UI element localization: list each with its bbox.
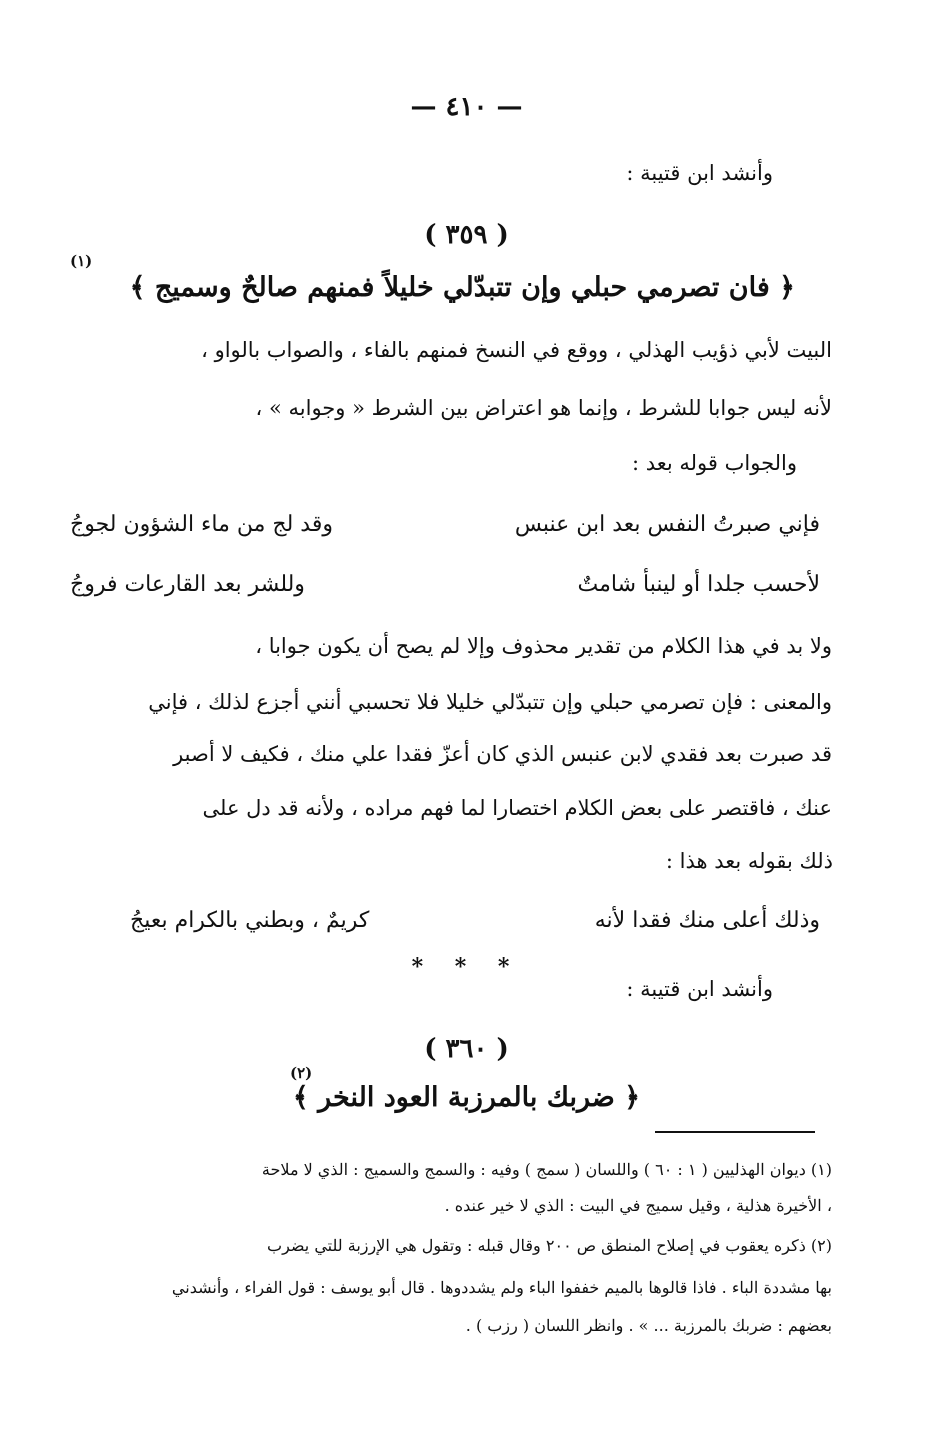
footnote-ref-2: (٢) bbox=[290, 1064, 313, 1082]
footnote-1-line-1: (١) ديوان الهذليين ( ١ : ٦٠ ) واللسان ( سمج ) وفيه : والسمج والسميج : الذي لا ملاحة bbox=[261, 1160, 832, 1179]
verse-second-hemistich: وللشر بعد القارعات فروجُ bbox=[70, 572, 305, 597]
verse-row bbox=[70, 572, 820, 608]
paragraph-2-line-5: ذلك بقوله بعد هذا : bbox=[665, 849, 833, 873]
section-divider-stars: * * * bbox=[411, 954, 522, 980]
verse-row bbox=[130, 908, 820, 944]
verse-row bbox=[70, 512, 820, 548]
verse-first-hemistich: فإني صبرتُ النفس بعد ابن عنبس bbox=[514, 512, 820, 537]
poem-number-360: ( ٣٦٠ ) bbox=[424, 1034, 509, 1064]
page-number: — ٤١٠ — bbox=[410, 92, 523, 122]
headline-verse-360: ﴿ ضربك بالمرزبة العود النخر ﴾ bbox=[292, 1082, 641, 1113]
paragraph-1-line-1: البيت لأبي ذؤيب الهذلي ، ووقع في النسخ فمنهم بالفاء ، والصواب بالواو ، bbox=[201, 338, 832, 362]
paragraph-2-line-2: والمعنى : فإن تصرمي حبلي وإن تتبدّلي خليلا فلا تحسبي أنني أجزع لذلك ، فإني bbox=[148, 690, 832, 714]
paragraph-2-line-4: عنك ، فاقتصر على بعض الكلام اختصارا لما فهم مراده ، ولأنه قد دل على bbox=[202, 796, 832, 820]
intro-line-1: وأنشد ابن قتيبة : bbox=[626, 161, 773, 185]
paragraph-1-line-2: لأنه ليس جوابا للشرط ، وإنما هو اعتراض بين الشرط « وجوابه » ، bbox=[255, 396, 832, 420]
footnote-2-line-1: (٢) ذكره يعقوب في إصلاح المنطق ص ٢٠٠ وقال قبله : وتقول هي الإرزبة للتي يضرب bbox=[267, 1236, 832, 1255]
paragraph-2-line-1: ولا بد في هذا الكلام من تقدير محذوف وإلا لم يصح أن يكون جوابا ، bbox=[255, 634, 832, 658]
footnote-1-line-2: ، الأخيرة هذلية ، وقيل سميج في البيت : الذي لا خير عنده . bbox=[444, 1196, 832, 1215]
verse-second-hemistich: كريمٌ ، وبطني بالكرام بعيجُ bbox=[130, 908, 370, 933]
verse-first-hemistich: وذلك أعلى منك فقدا لأنه bbox=[594, 908, 820, 933]
verse-first-hemistich: لأحسب جلدا أو لينبأ شامتٌ bbox=[577, 572, 820, 597]
paragraph-1-line-3: والجواب قوله بعد : bbox=[631, 451, 797, 475]
verse-second-hemistich: وقد لج من ماء الشؤون لجوجُ bbox=[70, 512, 333, 537]
intro-line-2: وأنشد ابن قتيبة : bbox=[626, 977, 773, 1001]
headline-verse-359: ﴿ فان تصرمي حبلي وإن تتبدّلي خليلاً فمنهم صالحٌ وسميج ﴾ bbox=[129, 272, 795, 303]
footnote-separator bbox=[655, 1131, 815, 1133]
footnote-2-line-2: بها مشددة الباء . فاذا قالوها بالميم خففوا الباء ولم يشددوها . قال أبو يوسف : قول الفراء ، وأنشدني bbox=[171, 1278, 832, 1297]
footnote-2-line-3: بعضهم : ضربك بالمرزبة ... » . وانظر اللسان ( رزب ) . bbox=[465, 1316, 832, 1335]
footnote-ref-1: (١) bbox=[70, 252, 93, 270]
paragraph-2-line-3: قد صبرت بعد فقدي لابن عنبس الذي كان أعزّ فقدا علي منك ، فكيف لا أصبر bbox=[173, 742, 832, 766]
poem-number-359: ( ٣٥٩ ) bbox=[424, 220, 509, 250]
